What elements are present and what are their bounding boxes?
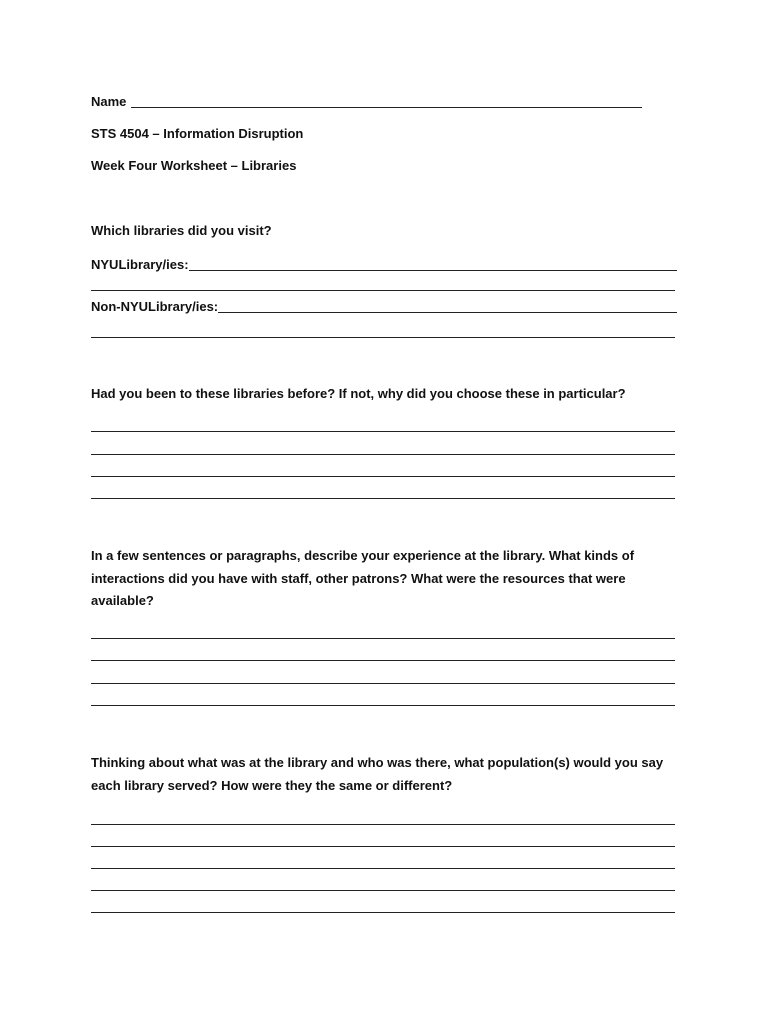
nyu-library-label: NYULibrary/ies: [91,257,189,272]
answer-line[interactable] [91,431,675,432]
nyu-library-field-row [91,257,677,273]
answer-line[interactable] [91,846,675,847]
non-nyu-library-label: Non-NYULibrary/ies: [91,299,219,314]
visited-before-question: Had you been to these libraries before? If not, why did you choose these in particular? [91,386,626,401]
nyu-library-blank-line[interactable] [189,257,677,271]
course-title: STS 4504 – Information Disruption [91,126,304,141]
non-nyu-library-answer-line[interactable] [91,337,675,338]
experience-question: In a few sentences or paragraphs, describe your experience at the library. What kinds of interactions did you have with staff, other patrons? What were the resources that were available? [91,548,635,608]
answer-line[interactable] [91,868,675,869]
name-label: Name [91,94,127,109]
name-field-row [91,94,642,110]
worksheet-title: Week Four Worksheet – Libraries [91,158,297,173]
libraries-question: Which libraries did you visit? [91,223,272,238]
answer-line[interactable] [91,638,675,639]
population-question: Thinking about what was at the library and who was there, what population(s) would you say each library served? How were they the same or different? [91,755,664,793]
name-blank-line[interactable] [131,94,642,108]
answer-line[interactable] [91,660,675,661]
nyu-library-answer-line[interactable] [91,290,675,291]
answer-line[interactable] [91,824,675,825]
answer-line[interactable] [91,498,675,499]
answer-line[interactable] [91,476,675,477]
answer-line[interactable] [91,912,675,913]
answer-line[interactable] [91,683,675,684]
non-nyu-library-field-row [91,299,677,315]
non-nyu-library-blank-line[interactable] [218,299,677,313]
answer-line[interactable] [91,454,675,455]
answer-line[interactable] [91,705,675,706]
answer-line[interactable] [91,890,675,891]
